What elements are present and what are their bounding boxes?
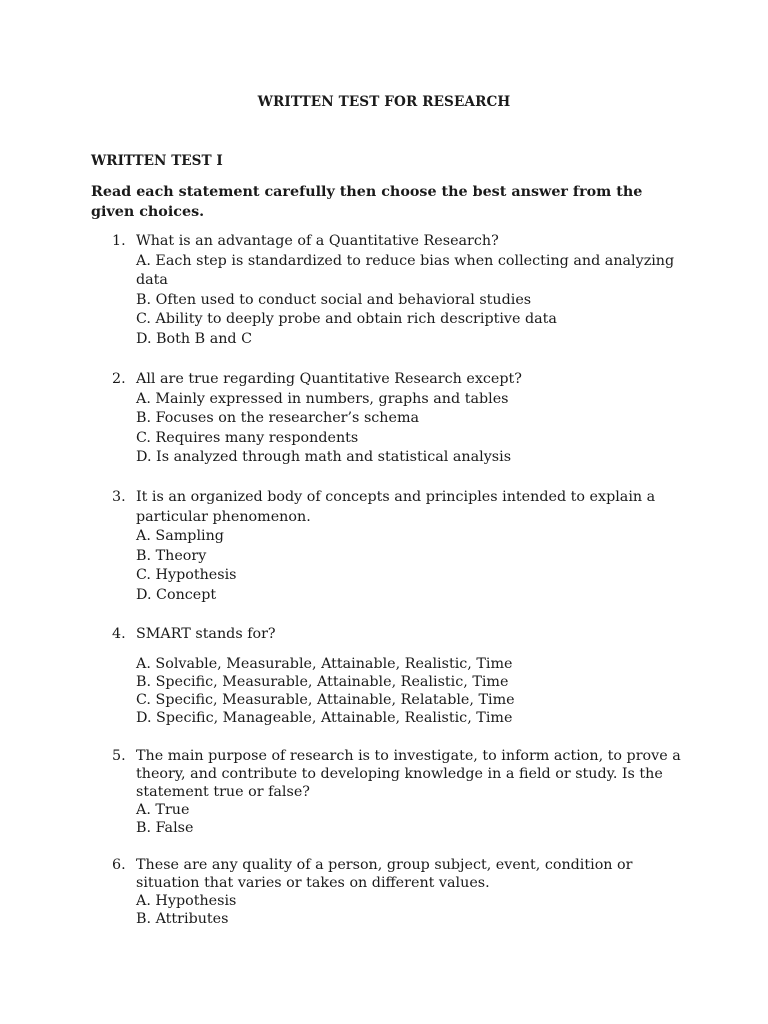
answer-option: A. Sampling	[136, 528, 224, 545]
answer-option: B. Theory	[136, 547, 207, 564]
question-number: 2.	[112, 371, 126, 387]
answer-option: A. Each step is standardized to reduce bias when collecting and analyzing data	[136, 252, 675, 289]
answer-option: C. Hypothesis	[136, 567, 237, 584]
question-text: All are true regarding Quantitative Research except?	[136, 371, 522, 387]
answer-option: D. Both B and C	[136, 330, 253, 347]
answer-option: B. Attributes	[136, 911, 229, 928]
answer-option: A. Solvable, Measurable, Attainable, Realistic, Time	[136, 655, 513, 672]
answer-option: C. Specific, Measurable, Attainable, Relatable, Time	[136, 691, 515, 708]
answer-option: A. Hypothesis	[136, 893, 237, 910]
section-title: WRITTEN TEST I	[91, 153, 223, 169]
question-text: It is an organized body of concepts and principles intended to explain a particular phenomenon.	[136, 489, 656, 525]
question-text: SMART stands for?	[136, 626, 276, 642]
question-text: The main purpose of research is to investigate, to inform action, to prove a theory, and contribute to developing knowledge in a field or study. Is the statement true or false?	[136, 748, 681, 801]
question-text: These are any quality of a person, group subject, event, condition or situation that varies or takes on different values.	[136, 857, 633, 892]
question-number: 3.	[112, 489, 126, 505]
document-title: WRITTEN TEST FOR RESEARCH	[257, 94, 511, 110]
question-number: 6.	[112, 857, 126, 873]
answer-option: B. Specific, Measurable, Attainable, Realistic, Time	[136, 673, 509, 690]
answer-option: B. Often used to conduct social and behavioral studies	[136, 291, 532, 308]
question-number: 1.	[112, 233, 126, 249]
question-number: 4.	[112, 626, 126, 642]
instructions-text: Read each statement carefully then choose the best answer from the given choices.	[91, 184, 643, 220]
answer-option: B. False	[136, 820, 194, 837]
answer-option: A. Mainly expressed in numbers, graphs and tables	[136, 390, 509, 407]
answer-option: C. Ability to deeply probe and obtain rich descriptive data	[136, 311, 557, 328]
answer-option: D. Is analyzed through math and statistical analysis	[136, 449, 512, 466]
answer-option: D. Concept	[136, 586, 217, 603]
answer-option: B. Focuses on the researcher’s schema	[136, 410, 420, 427]
question-number: 5.	[112, 748, 126, 764]
answer-option: A. True	[136, 802, 190, 819]
question-text: What is an advantage of a Quantitative Research?	[136, 233, 499, 249]
answer-option: C. Requires many respondents	[136, 429, 359, 446]
answer-option: D. Specific, Manageable, Attainable, Realistic, Time	[136, 709, 513, 726]
